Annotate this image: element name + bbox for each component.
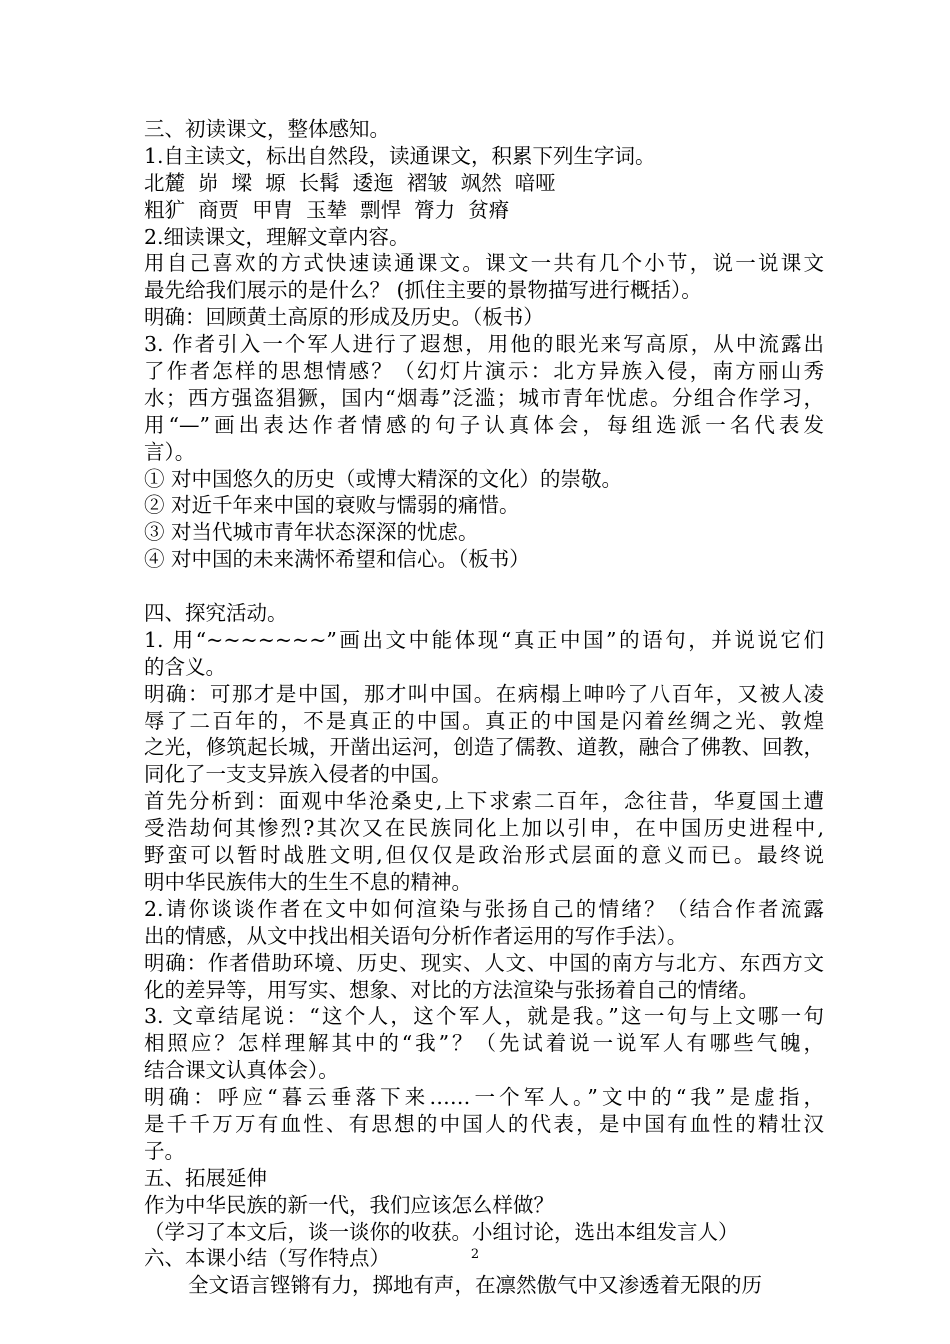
vocabulary-line: 北麓 峁 墚 塬 长髯 逶迤 褶皱 飒然 喑哑 — [144, 170, 556, 195]
text-line: 了作者怎样的思想情感？（幻灯片演示：北方异族入侵，南方丽山秀 — [144, 359, 824, 384]
text-line: 明确：呼应“暮云垂落下来……一个军人。”文中的“我”是虚指， — [144, 1085, 824, 1110]
section-heading: 六、本课小结（写作特点） — [144, 1246, 390, 1271]
text-line: （学习了本文后，谈一谈你的收获。小组讨论，选出本组发言人） — [144, 1219, 739, 1244]
text-line: 同化了一支支异族入侵者的中国。 — [144, 762, 452, 787]
text-line: 受浩劫何其惨烈?其次又在民族同化上加以引申，在中国历史进程中, — [144, 816, 824, 841]
text-line: 是千千万万有血性、有思想的中国人的代表，是中国有血性的精壮汉 — [144, 1111, 824, 1136]
text-line: 的含义。 — [144, 654, 226, 679]
text-line: 2.细读课文，理解文章内容。 — [144, 224, 410, 249]
text-line: 明确：可那才是中国，那才叫中国。在病榻上呻吟了八百年，又被人凌 — [144, 681, 824, 706]
blank-line — [144, 573, 824, 600]
text-line: 言）。 — [144, 439, 196, 464]
section-heading: 五、拓展延伸 — [144, 1165, 267, 1190]
text-line: 全文语言铿锵有力，掷地有声，在凛然傲气中又渗透着无限的历 — [188, 1273, 762, 1298]
text-line: 结合课文认真体会）。 — [144, 1058, 339, 1083]
text-line: 相照应？怎样理解其中的“我”？（先试着说一说军人有哪些气魄， — [144, 1031, 824, 1056]
list-item: ③ 对当代城市青年状态深深的忧虑。 — [144, 520, 479, 545]
section-heading: 三、初读课文，整体感知。 — [144, 117, 390, 141]
list-item: ④ 对中国的未来满怀希望和信心。（板书） — [144, 547, 530, 572]
text-line: 水；西方强盗猖獗，国内“烟毒”泛滥；城市青年忧虑。分组合作学习， — [144, 385, 824, 410]
text-line: 2.请你谈谈作者在文中如何渲染与张扬自己的情绪？（结合作者流露 — [144, 896, 824, 921]
vocabulary-line: 粗犷 商贾 甲胄 玉辇 剽悍 膂力 贫瘠 — [144, 197, 510, 222]
text-line: 最先给我们展示的是什么？ (抓住主要的景物描写进行概括）。 — [144, 278, 702, 303]
section-heading: 四、探究活动。 — [144, 601, 288, 626]
text-line: 3. 文章结尾说：“这个人，这个军人，就是我。”这一句与上文哪一句 — [144, 1004, 824, 1029]
text-line: 首先分析到：面观中华沧桑史,上下求索二百年，念往昔，华夏国土遭 — [144, 789, 824, 814]
text-line: 化的差异等，用写实、想象、对比的方法渲染与张扬着自己的情绪。 — [144, 977, 759, 1002]
text-line: 之光，修筑起长城，开凿出运河，创造了儒教、道教，融合了佛教、回教， — [144, 735, 824, 760]
text-line: 3. 作者引入一个军人进行了遐想，用他的眼光来写高原，从中流露出 — [144, 332, 824, 357]
text-line: 作为中华民族的新一代，我们应该怎么样做？ — [144, 1192, 554, 1217]
text-line: 用自己喜欢的方式快速读通课文。课文一共有几个小节，说一说课文 — [144, 251, 824, 276]
text-line: 明确：回顾黄土高原的形成及历史。（板书） — [144, 305, 544, 330]
text-line: 明中华民族伟大的生生不息的精神。 — [144, 869, 472, 894]
text-line: 出的情感，从文中找出相关语句分析作者运用的写作手法）。 — [144, 923, 688, 948]
text-line: 1.自主读文，标出自然段，读通课文，积累下列生字词。 — [144, 143, 656, 168]
text-line: 野蛮可以暂时战胜文明,但仅仅是政治形式层面的意义而已。最终说 — [144, 843, 824, 868]
text-line: 1. 用“~~~~~~~”画出文中能体现“真正中国”的语句，并说说它们 — [144, 627, 824, 652]
text-line: 明确：作者借助环境、历史、现实、人文、中国的南方与北方、东西方文 — [144, 950, 824, 975]
text-line: 子。 — [144, 1138, 185, 1163]
document-body — [144, 116, 824, 1299]
text-line: 用“—”画出表达作者情感的句子认真体会，每组选派一名代表发 — [144, 412, 824, 437]
list-item: ① 对中国悠久的历史（或博大精深的文化）的崇敬。 — [144, 466, 623, 491]
text-line: 辱了二百年的，不是真正的中国。真正的中国是闪着丝绸之光、敦煌 — [144, 708, 824, 733]
page-number: 2 — [470, 1247, 480, 1262]
list-item: ② 对近千年来中国的衰败与懦弱的痛惜。 — [144, 493, 520, 518]
